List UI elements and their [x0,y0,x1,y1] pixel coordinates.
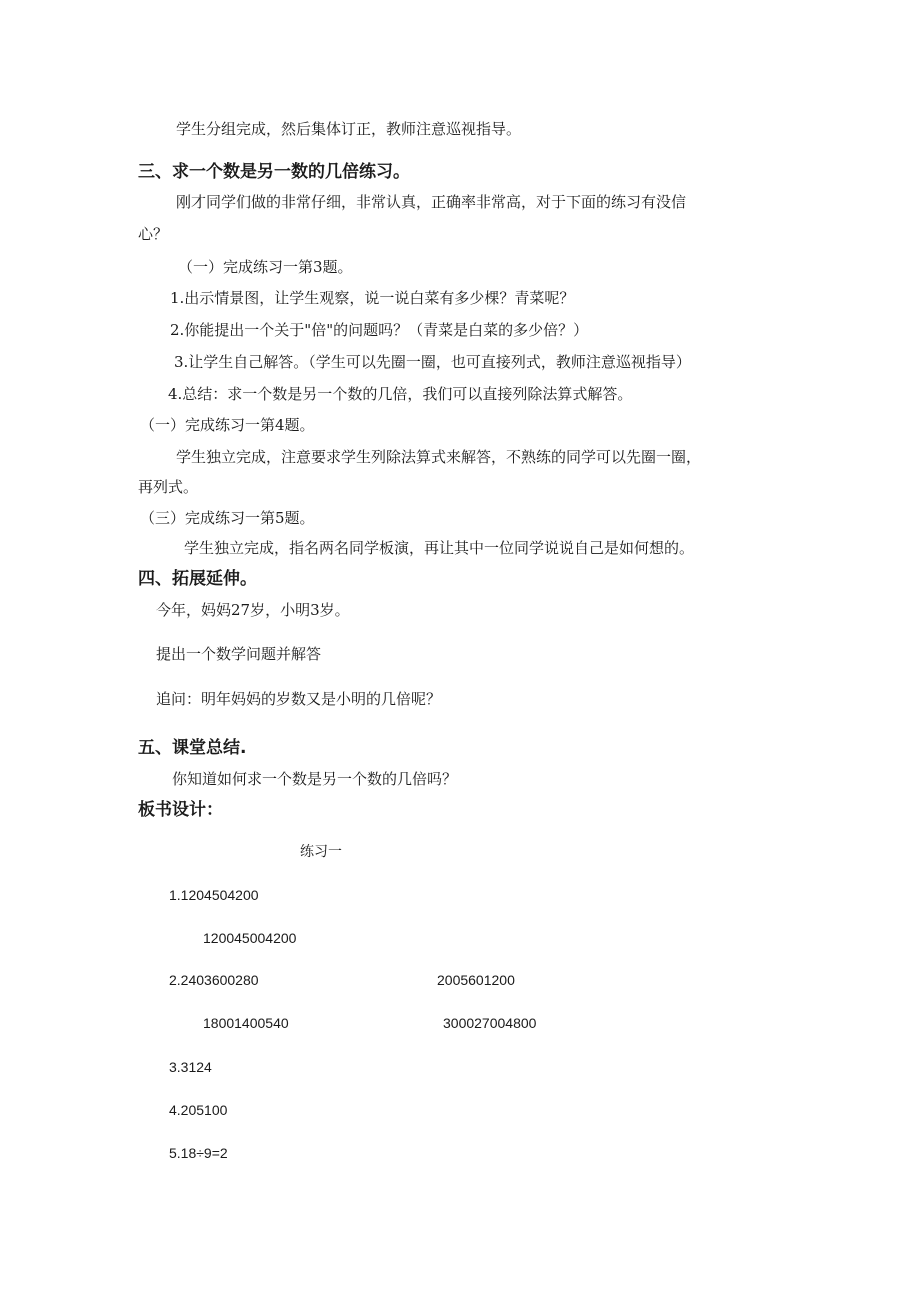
text-line: 今年，妈妈27岁，小明3岁。 [156,601,350,619]
text-line: （三）完成练习一第5题。 [140,509,315,527]
text-line: 追问：明年妈妈的岁数又是小明的几倍呢？ [156,690,442,708]
text-line: 3.让学生自己解答。（学生可以先圈一圈，也可直接列式，教师注意巡视指导） [174,353,691,371]
board-row: 2.2403600280 [169,972,259,988]
board-row: 5.18÷9=2 [169,1145,228,1161]
board-row: 300027004800 [443,1015,537,1031]
board-title: 练习一 [300,844,342,860]
text-line: 学生独立完成，指名两名同学板演，再让其中一位同学说说自己是如何想的。 [184,539,695,557]
text-line: 再列式。 [138,478,199,496]
section-heading: 四、拓展延伸。 [138,569,257,589]
text-line: 学生独立完成，注意要求学生列除法算式来解答，不熟练的同学可以先圈一圈， [176,448,702,466]
text-line: 学生分组完成，然后集体订正，教师注意巡视指导。 [176,120,522,138]
text-line: （一）完成练习一第4题。 [140,416,315,434]
board-row: 2005601200 [437,972,515,988]
section-heading: 三、求一个数是另一数的几倍练习。 [138,162,410,182]
section-heading: 板书设计： [138,800,223,820]
text-line: 刚才同学们做的非常仔细，非常认真，正确率非常高，对于下面的练习有没信 [176,193,687,211]
board-row: 120045004200 [203,930,297,946]
text-line: 2.你能提出一个关于"倍"的问题吗？（青菜是白菜的多少倍？） [170,321,589,339]
board-row: 18001400540 [203,1015,289,1031]
text-line: （一）完成练习一第3题。 [178,258,353,276]
text-line: 心？ [138,225,169,243]
text-line: 提出一个数学问题并解答 [156,645,322,663]
text-line: 4.总结：求一个数是另一个数的几倍，我们可以直接列除法算式解答。 [168,385,633,403]
section-heading: 五、课堂总结. [138,738,247,758]
board-row: 3.3124 [169,1059,212,1075]
board-row: 1.1204504200 [169,887,259,903]
board-row: 4.205100 [169,1102,228,1118]
text-line: 你知道如何求一个数是另一个数的几倍吗？ [172,770,458,788]
text-line: 1.出示情景图，让学生观察，说一说白菜有多少棵？青菜呢？ [170,289,575,307]
